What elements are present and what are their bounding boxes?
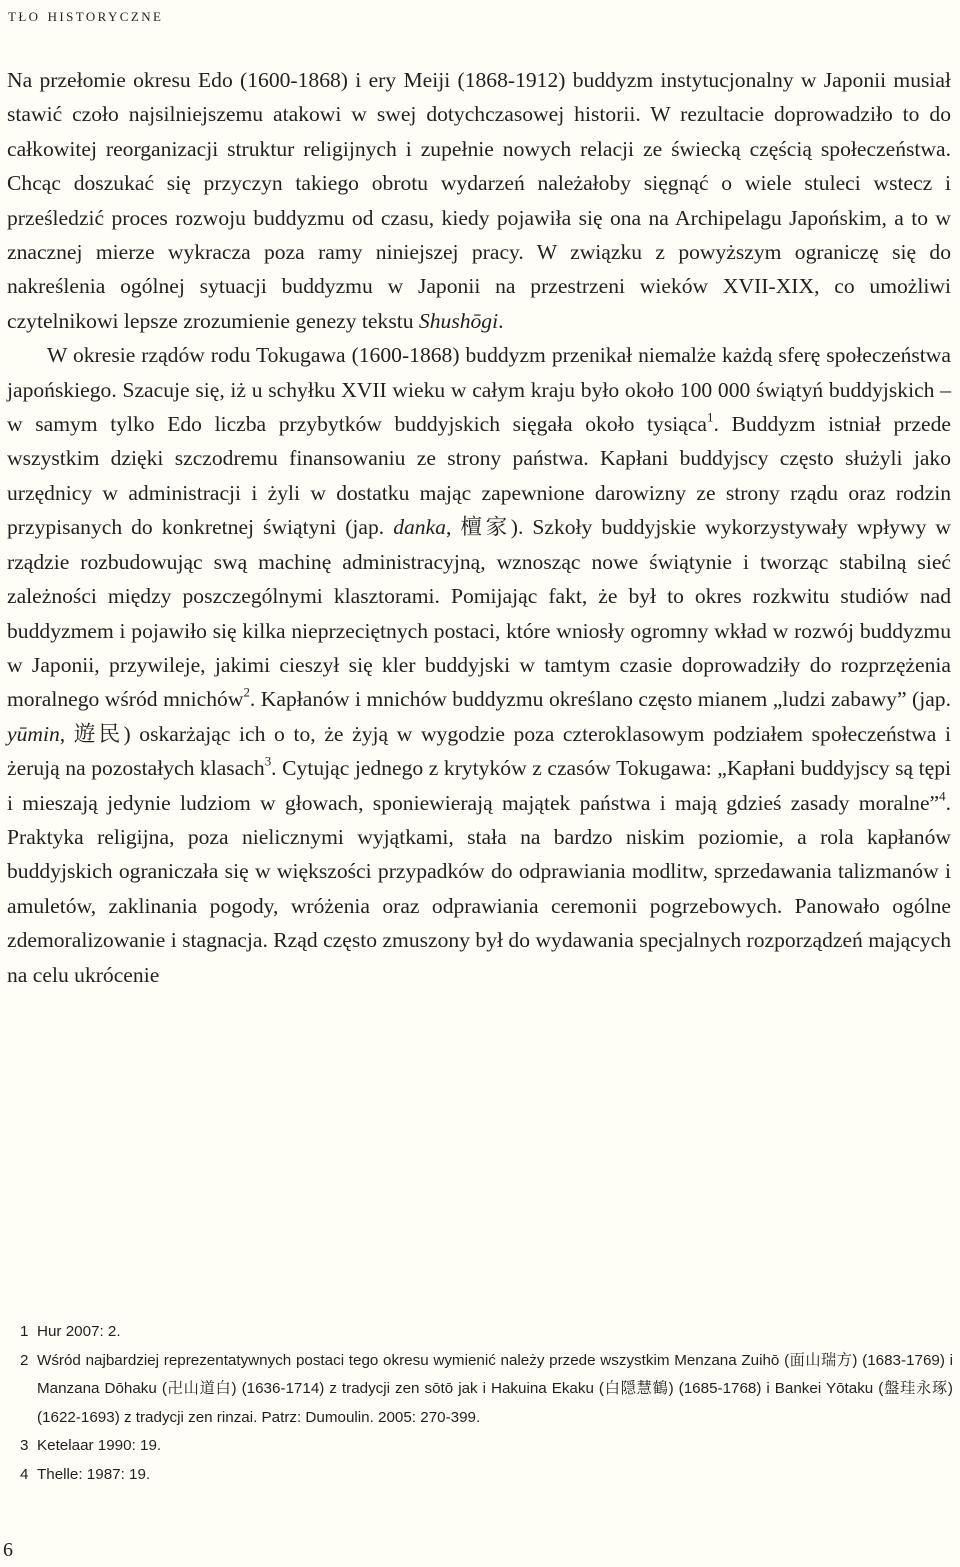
- paragraph: [7, 338, 951, 992]
- footnote-text: Wśród najbardziej reprezentatywnych postaci tego okresu wymienić należy przede wszystkim Menzana Zuihō (面山瑞方) (1683-1769) i Manzana Dōhaku (卍山道白) (1636-1714) z tradycji zen sōtō jak i Hakuina Ekaku (白隠慧鶴) (1685-1768) i Bankei Yōtaku (盤珪永琢) (1622-1693) z tradycji zen rinzai. Patrz: Dumoulin. 2005: 270-399.: [37, 1351, 953, 1426]
- footnote: [20, 1347, 953, 1433]
- footnote: [20, 1318, 953, 1347]
- text-run: . Praktyka religijna, poza nielicznymi wyjątkami, stała na bardzo niskim poziomie, a rola kapłanów buddyjskich ograniczała się w większości przypadków do odprawiania modlitw, sprzedawania talizmanów i amuletów, zaklinania pogody, wróżenia oraz odprawiania ceremonii pogrzebowych. Panowało ogólne zdemoralizowanie i stagnacja. Rząd często zmuszony był do wydawania specjalnych rozporządzeń mających na celu ukrócenie: [7, 790, 951, 987]
- footnote: [20, 1432, 953, 1461]
- footnote-text: Thelle: 1987: 19.: [37, 1465, 151, 1483]
- footnote-ref: 1: [707, 409, 714, 425]
- footnote-ref: 2: [243, 684, 250, 700]
- footnote-ref: 3: [264, 753, 272, 769]
- footnote-text: Ketelaar 1990: 19.: [37, 1437, 162, 1455]
- footnote-text: Hur 2007: 2.: [37, 1323, 121, 1340]
- text-run: , 遊民) oskarżając ich o to, że żyją w wygodzie poza czteroklasowym podziałem społeczeństwa i żerują na pozostałych klasach: [7, 721, 951, 781]
- footnote-number: 1: [20, 1323, 29, 1340]
- text-run: . Kapłanów i mnichów buddyzmu określano często mianem „ludzi zabawy” (jap.: [249, 687, 951, 712]
- footnote-number: 3: [20, 1437, 29, 1455]
- text-run: .: [498, 308, 504, 333]
- italic-term: danka: [393, 515, 446, 540]
- text-run: . Buddyzm istniał przede wszystkim dzięki szczodremu finansowaniu ze strony państwa. Kapłani buddyjscy często służyli jako urzędnicy w administracji i żyli w dostatku mając zapewnione darowizny ze strony rządu oraz rodzin przypisanych do konkretnej świątyni (jap.: [7, 412, 952, 540]
- paragraph: [7, 63, 951, 338]
- text-run: , 檀家). Szkoły buddyjskie wykorzystywały wpływy w rządzie rozbudowując swą machinę administracyjną, wznosząc nowe świątynie i tworząc stabilną sieć zależności między poszczególnymi klasztorami. Pomijając fakt, że był to okres rozkwitu studiów nad buddyzmem i pojawiło się kilka nieprzeciętnych postaci, które wniosły ogromny wkład w rozwój buddyzmu w Japonii, przywileje, jakimi cieszył się kler buddyjski w tamtym czasie doprowadziły do rozprzężenia moralnego wśród mnichów: [7, 515, 951, 712]
- text-run: W okresie rządów rodu Tokugawa (1600-1868) buddyzm przenikał niemalże każdą sferę społeczeństwa japońskiego. Szacuje się, iż u schyłku XVII wieku w całym kraju było około 100 000 świątyń buddyjskich – w samym tylko Edo liczba przybytków buddyjskich sięgała około tysiąca: [7, 343, 951, 437]
- footnote-ref: 4: [939, 787, 946, 803]
- italic-term: yūmin: [7, 721, 60, 746]
- footnote-number: 4: [20, 1465, 29, 1483]
- running-header: tło historyczne: [8, 5, 164, 26]
- footnote: [20, 1461, 953, 1490]
- footnote-number: 2: [20, 1351, 29, 1369]
- text-run: Na przełomie okresu Edo (1600-1868) i ery Meiji (1868-1912) buddyzm instytucjonalny w Japonii musiał stawić czoło najsilniejszemu atakowi w swej dotychczasowej historii. W rezultacie doprowadziło to do całkowitej reorganizacji struktur religijnych i zupełnie nowych relacji ze świecką częścią społeczeństwa. Chcąc doszukać się przyczyn takiego obrotu wydarzeń należałoby sięgnąć o wiele stuleci wstecz i prześledzić proces rozwoju buddyzmu od czasu, kiedy pojawiła się ona na Archipelagu Japońskim, a to w znacznej mierze wykracza poza ramy niniejszej pracy. W związku z powyższym ograniczę się do nakreślenia ogólnej sytuacji buddyzmu w Japonii na przestrzeni wieków XVII-XIX, co umożliwi czytelnikowi lepsze zrozumienie genezy tekstu: [7, 68, 951, 333]
- footnotes: [20, 1318, 953, 1490]
- page-number: 6: [3, 1539, 13, 1561]
- italic-term: Shushōgi: [418, 308, 499, 333]
- text-run: . Cytując jednego z krytyków z czasów Tokugawa: „Kapłani buddyjscy są tępi i mieszają jedynie ludziom w głowach, sponiewierają majątek państwa i mają gdzieś zasady moralne”: [7, 756, 951, 815]
- main-text: [7, 63, 951, 992]
